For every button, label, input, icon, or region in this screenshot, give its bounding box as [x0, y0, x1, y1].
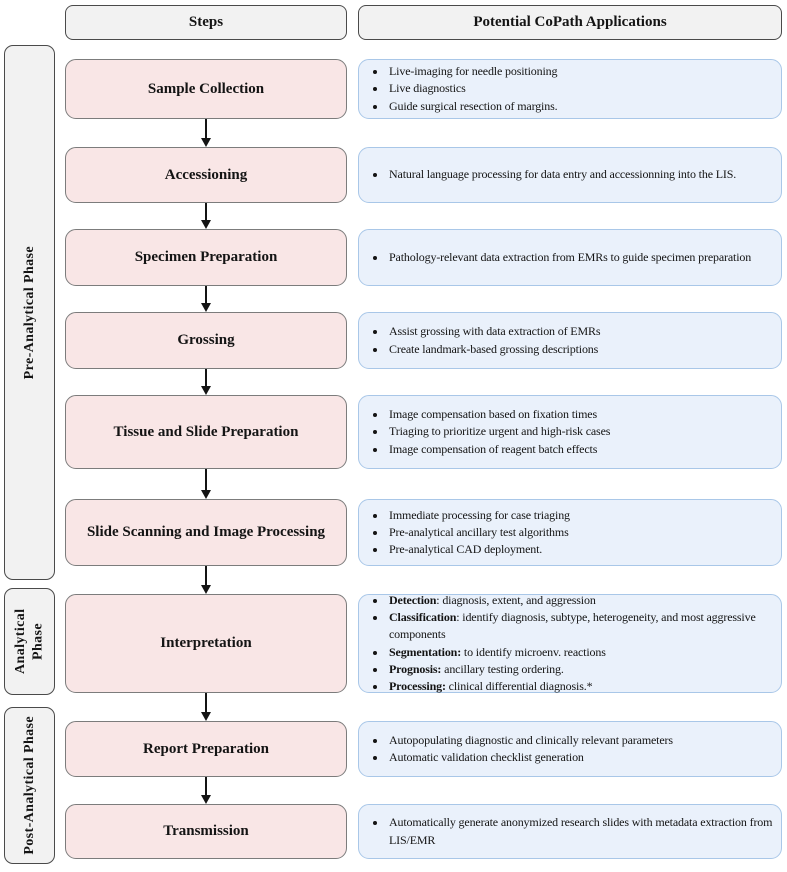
step-box-grossing — [65, 312, 347, 369]
app-bullet — [387, 98, 777, 115]
apps-box-grossing — [358, 312, 782, 369]
step-box-interpretation — [65, 594, 347, 693]
step-box-accessioning — [65, 147, 347, 203]
app-bullet — [387, 166, 777, 183]
applications-header-label: Potential CoPath Applications — [473, 14, 667, 30]
step-label: Accessioning — [164, 166, 248, 183]
app-bullet-text: : diagnosis, extent, and aggression — [436, 593, 596, 608]
apps-list — [367, 406, 777, 457]
app-bullet — [387, 732, 777, 749]
phase-post-text: Post-Analytical Phase — [21, 716, 37, 855]
step-box-sample-collection — [65, 59, 347, 119]
app-bullet-text: Autopopulating diagnostic and clinically relevant parameters — [389, 732, 673, 747]
apps-list — [367, 507, 777, 558]
apps-box-interpretation — [358, 594, 782, 693]
step-label: Sample Collection — [147, 80, 265, 97]
app-bullet — [387, 63, 777, 80]
app-bullet-text: : identify diagnosis, subtype, heterogeneity, and most aggressive components — [389, 610, 756, 642]
app-bullet-text: Automatic validation checklist generation — [389, 750, 584, 764]
step-label: Specimen Preparation — [134, 249, 278, 265]
apps-list — [367, 63, 777, 114]
app-bullet-text: Triaging to prioritize urgent and high-risk cases — [389, 424, 611, 439]
app-bullet — [387, 524, 777, 541]
app-bullet-text: Create landmark-based grossing descriptions — [389, 341, 599, 356]
workflow-row-interpretation — [0, 594, 787, 693]
flow-arrow — [199, 286, 213, 312]
apps-box-transmission — [358, 804, 782, 859]
step-box-specimen-preparation — [65, 229, 347, 286]
app-bullet — [387, 507, 777, 524]
app-bullet-text: ancillary testing ordering. — [441, 661, 564, 676]
step-box-report-preparation — [65, 721, 347, 777]
app-bullet — [387, 423, 777, 440]
app-bullet-text: to identify microenv. reactions — [461, 644, 606, 659]
app-bullet — [387, 592, 777, 609]
app-bullet — [387, 678, 777, 695]
workflow-row-grossing — [0, 312, 787, 369]
apps-box-specimen-preparation — [358, 229, 782, 286]
apps-list — [367, 166, 777, 183]
step-label: Tissue and Slide Preparation — [113, 423, 299, 440]
flow-arrow — [199, 119, 213, 147]
app-bullet — [387, 406, 777, 423]
app-bullet-text: Natural language processing for data entry and accessionning into the LIS. — [389, 167, 737, 182]
flow-arrow — [199, 369, 213, 395]
app-bullet-text: Pre-analytical ancillary test algorithms — [389, 524, 569, 539]
phase-pre-text: Pre-Analytical Phase — [21, 245, 37, 380]
app-bullet-lead: Detection — [389, 593, 437, 608]
apps-list — [367, 732, 777, 766]
app-bullet — [387, 661, 777, 678]
app-bullet-text: Image compensation of reagent batch effects — [389, 441, 598, 456]
apps-box-tissue-slide-preparation — [358, 395, 782, 469]
app-bullet-lead: Segmentation: — [389, 644, 462, 659]
step-box-slide-scanning — [65, 499, 347, 566]
app-bullet-text: Live diagnostics — [389, 81, 466, 96]
app-bullet — [387, 80, 777, 97]
apps-box-report-preparation — [358, 721, 782, 777]
step-label: Slide Scanning and Image Processing — [86, 524, 326, 540]
step-label: Interpretation — [160, 635, 252, 651]
app-bullet-lead: Classification — [389, 610, 457, 625]
apps-list — [367, 323, 777, 357]
workflow-row-transmission — [0, 804, 787, 859]
app-bullet-text: Image compensation based on fixation times — [389, 407, 597, 422]
app-bullet-text: Live-imaging for needle positioning — [389, 64, 558, 79]
app-bullet-text: clinical differential diagnosis.* — [445, 678, 593, 693]
apps-box-sample-collection — [358, 59, 782, 119]
app-bullet — [387, 644, 777, 661]
app-bullet — [387, 814, 777, 848]
apps-box-slide-scanning — [358, 499, 782, 566]
step-box-tissue-slide-preparation — [65, 395, 347, 469]
app-bullet — [387, 249, 777, 266]
workflow-row-sample-collection — [0, 59, 787, 119]
app-bullet-text: Guide surgical resection of margins. — [389, 98, 558, 113]
workflow-row-report-preparation — [0, 721, 787, 777]
flow-arrow — [199, 693, 213, 721]
workflow-row-tissue-slide-preparation — [0, 395, 787, 469]
flow-arrow — [199, 566, 213, 594]
app-bullet — [387, 323, 777, 340]
app-bullet — [387, 541, 777, 558]
app-bullet-lead: Processing: — [389, 678, 446, 693]
app-bullet — [387, 609, 777, 643]
step-label: Transmission — [163, 823, 249, 839]
workflow-row-slide-scanning — [0, 499, 787, 566]
app-bullet-text: Automatically generate anonymized research slides with metadata extraction from LIS/EMR — [389, 815, 773, 847]
workflow-row-specimen-preparation — [0, 229, 787, 286]
step-box-transmission — [65, 804, 347, 859]
step-label: Grossing — [177, 332, 235, 348]
apps-list — [367, 814, 777, 848]
flow-arrow — [199, 203, 213, 229]
applications-column-header — [358, 5, 782, 40]
steps-header-label: Steps — [188, 14, 224, 30]
app-bullet-text: Pathology-relevant data extraction from EMRs to guide specimen preparation — [389, 249, 752, 264]
apps-box-accessioning — [358, 147, 782, 203]
apps-list — [367, 249, 777, 266]
step-label: Report Preparation — [143, 740, 269, 757]
app-bullet-text: Pre-analytical CAD deployment. — [389, 542, 543, 557]
flow-arrow — [199, 777, 213, 804]
app-bullet — [387, 441, 777, 458]
flow-arrow — [199, 469, 213, 499]
apps-list — [367, 592, 777, 694]
app-bullet — [387, 749, 777, 766]
workflow-row-accessioning — [0, 147, 787, 203]
app-bullet-text: Immediate processing for case triaging — [389, 507, 570, 522]
app-bullet-text: Assist grossing with data extraction of EMRs — [389, 324, 601, 339]
phase-analytical-text: Analytical Phase — [13, 608, 46, 675]
steps-column-header — [65, 5, 347, 40]
app-bullet — [387, 341, 777, 358]
app-bullet-lead: Prognosis: — [389, 661, 442, 676]
